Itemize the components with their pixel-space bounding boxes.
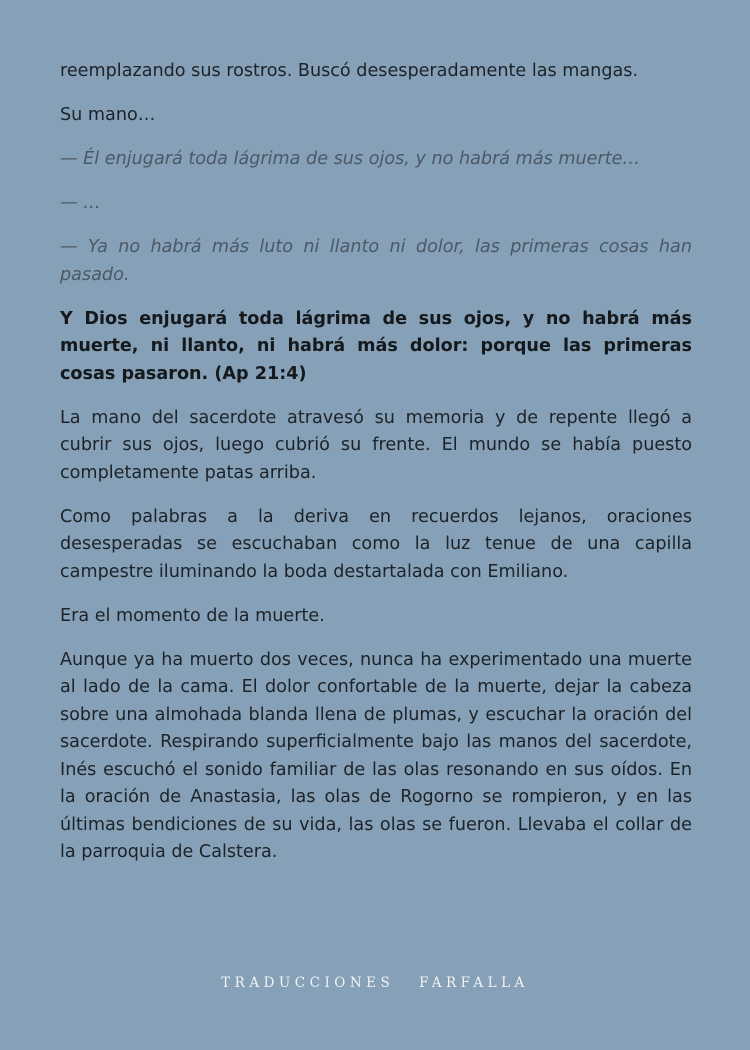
footer-word: FARFALLA [419,975,529,991]
footer-word: TRADUCCIONES [221,975,395,991]
paragraph: Su mano… [60,105,156,125]
italic-dialogue: — … [60,193,101,213]
paragraph: reemplazando sus rostros. Buscó desesperadamente las mangas. [60,61,639,81]
paragraph: Como palabras a la deriva en recuerdos lejanos, oraciones desesperadas se escuchaban como la luz tenue de una capilla campestre iluminando la boda destartalada con Emiliano. [60,506,692,582]
document-body [60,58,692,883]
footer-watermark [0,975,750,991]
paragraph: Era el momento de la muerte. [60,605,325,626]
paragraph: La mano del sacerdote atravesó su memoria y de repente llegó a cubrir sus ojos, luego cubrió su frente. El mundo se había puesto completamente patas arriba. [60,407,692,483]
italic-dialogue: — Él enjugará toda lágrima de sus ojos, y no habrá más muerte… [60,149,641,169]
italic-dialogue: — Ya no habrá más luto ni llanto ni dolor, las primeras cosas han pasado. [60,237,692,285]
paragraph: Aunque ya ha muerto dos veces, nunca ha experimentado una muerte al lado de la cama. El dolor confortable de la muerte, dejar la cabeza sobre una almohada blanda llena de plumas, y escuchar la oración del sacerdote. Respirando superficialmente bajo las manos del sacerdote, Inés escuchó el sonido familiar de las olas resonando en sus oídos. En la oración de Anastasia, las olas de Rogorno se rompieron, y en las últimas bendiciones de su vida, las olas se fueron. Llevaba el collar de la parroquia de Calstera. [60,649,692,862]
bible-quote: Y Dios enjugará toda lágrima de sus ojos, y no habrá más muerte, ni llanto, ni habrá más dolor: porque las primeras cosas pasaron. (Ap 21:4) [60,308,692,384]
